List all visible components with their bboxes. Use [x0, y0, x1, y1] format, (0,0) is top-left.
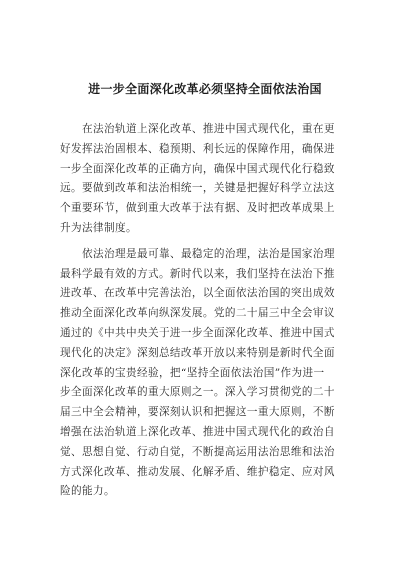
- text-line: 远。要做到改革和法治相统一，关键是把握好科学立法这: [60, 182, 335, 195]
- text-line: 依法治理是最可靠、最稳定的治理，法治是国家治理: [82, 247, 335, 260]
- text-line: 险的能力。: [60, 485, 115, 498]
- text-line: 步全面深化改革的重大原则之一。深入学习贯彻党的二十: [60, 386, 335, 399]
- text-line: 升为法律制度。: [60, 221, 137, 234]
- text-line: 最科学最有效的方式。新时代以来，我们坚持在法治下推: [60, 267, 335, 280]
- text-line: 届三中全会精神，要深刻认识和把握这一重大原则，不断: [60, 406, 335, 419]
- paragraph-1: [60, 120, 350, 239]
- text-line: 现代化的决定》深刻总结改革开放以来特别是新时代全面: [60, 346, 335, 359]
- text-line: 进改革、在改革中完善法治，以全面依法治国的突出成效: [60, 287, 335, 300]
- text-line: 觉、思想自觉、行动自觉，不断提高运用法治思维和法治: [60, 445, 335, 458]
- paragraph-2: [60, 245, 350, 502]
- document-body: [60, 120, 350, 508]
- text-line: 一步全面深化改革的正确方向，确保中国式现代化行稳致: [60, 162, 335, 175]
- document-title: 进一步全面深化改革必须坚持全面依法治国: [88, 82, 322, 96]
- text-line: 深化改革的宝贵经验，把“坚持全面依法治国”作为进一: [60, 366, 325, 379]
- text-line: 好发挥法治固根本、稳预期、利长远的保障作用，确保进: [60, 142, 335, 155]
- text-line: 推动全面深化改革向纵深发展。党的二十届三中全会审议: [60, 307, 335, 320]
- text-line: 在法治轨道上深化改革、推进中国式现代化，重在更: [82, 123, 335, 135]
- text-line: 增强在法治轨道上深化改革、推进中国式现代化的政治自: [60, 425, 335, 438]
- text-line: 方式深化改革、推动发展、化解矛盾、维护稳定、应对风: [60, 465, 335, 478]
- text-line: 个重要环节，做到重大改革于法有据、及时把改革成果上: [60, 202, 335, 215]
- text-line: 通过的《中共中央关于进一步全面深化改革、推进中国式: [60, 326, 335, 339]
